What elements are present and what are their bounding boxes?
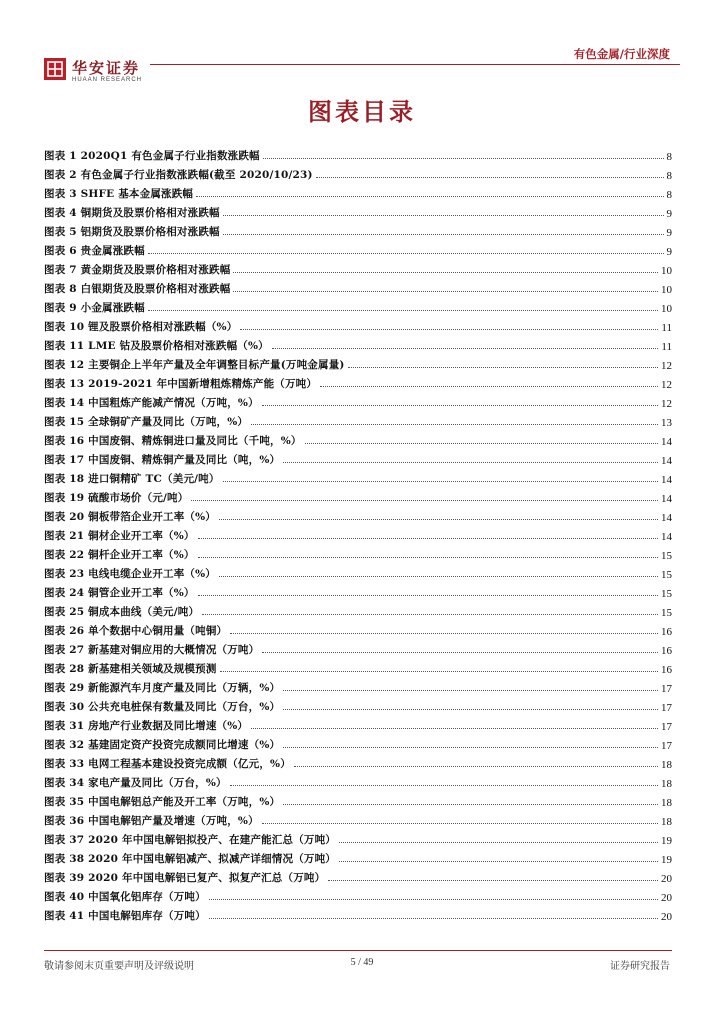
toc-leader-dots — [223, 215, 664, 216]
toc-entry[interactable] — [44, 562, 672, 581]
toc-entry-label[interactable]: 图表 12 主要铜企上半年产量及全年调整目标产量(万吨金属量) — [44, 359, 345, 371]
toc-leader-dots — [283, 709, 658, 710]
toc-entry-label[interactable]: 图表 24 铜管企业开工率（%） — [44, 587, 195, 599]
toc-entry-page[interactable]: 18 — [661, 778, 672, 790]
toc-entry-label[interactable]: 图表 27 新基建对铜应用的大概情况（万吨） — [44, 644, 260, 656]
toc-leader-dots — [198, 538, 658, 539]
toc-leader-dots — [328, 880, 658, 881]
toc-entry-page[interactable]: 11 — [661, 322, 672, 334]
toc-entry[interactable] — [44, 790, 672, 809]
toc-leader-dots — [230, 633, 658, 634]
toc-entry[interactable] — [44, 163, 672, 182]
toc-entry-label[interactable]: 图表 14 中国粗炼产能减产情况（万吨，%） — [44, 397, 259, 409]
toc-entry-label[interactable]: 图表 36 中国电解铝产量及增速（万吨，%） — [44, 815, 259, 827]
toc-entry[interactable] — [44, 448, 672, 467]
toc-entry[interactable] — [44, 296, 672, 315]
footer-divider — [44, 950, 672, 951]
toc-entry-label[interactable]: 图表 33 电网工程基本建设投资完成额（亿元，%） — [44, 758, 291, 770]
toc-entry-label[interactable]: 图表 16 中国废铜、精炼铜进口量及同比（千吨，%） — [44, 435, 302, 447]
toc-entry-label[interactable]: 图表 13 2019-2021 年中国新增粗炼精炼产能（万吨） — [44, 378, 318, 390]
toc-leader-dots — [220, 671, 658, 672]
toc-entry-page[interactable]: 14 — [661, 531, 672, 543]
toc-leader-dots — [262, 405, 658, 406]
toc-entry-label[interactable]: 图表 8 白银期货及股票价格相对涨跌幅 — [44, 283, 231, 295]
toc-leader-dots — [251, 424, 658, 425]
toc-leader-dots — [240, 329, 658, 330]
toc-entry-label[interactable]: 图表 39 2020 年中国电解铝已复产、拟复产汇总（万吨） — [44, 872, 326, 884]
header-divider — [150, 64, 680, 65]
toc-entry[interactable] — [44, 467, 672, 486]
toc-entry-label[interactable]: 图表 3 SHFE 基本金属涨跌幅 — [44, 188, 194, 200]
toc-leader-dots — [196, 196, 663, 197]
toc-entry[interactable] — [44, 904, 672, 923]
toc-entry-label[interactable]: 图表 41 中国电解铝库存（万吨） — [44, 910, 206, 922]
toc-entry[interactable] — [44, 543, 672, 562]
huaan-logo-icon — [44, 58, 66, 80]
toc-entry[interactable] — [44, 429, 672, 448]
toc-entry-label[interactable]: 图表 34 家电产量及同比（万台，%） — [44, 777, 227, 789]
toc-entry-label[interactable]: 图表 1 2020Q1 有色金属子行业指数涨跌幅 — [44, 150, 260, 162]
brand-name-cn: 华安证券 — [72, 59, 141, 77]
toc-entry[interactable] — [44, 619, 672, 638]
toc-entry[interactable] — [44, 239, 672, 258]
toc-entry-page[interactable]: 17 — [661, 683, 672, 695]
toc-entry-label[interactable]: 图表 21 铜材企业开工率（%） — [44, 530, 195, 542]
toc-entry[interactable] — [44, 733, 672, 752]
toc-entry[interactable] — [44, 581, 672, 600]
page-header — [0, 0, 724, 90]
toc-entry-page[interactable]: 16 — [661, 626, 672, 638]
report-category-tag: 有色金属/行业深度 — [573, 47, 670, 61]
toc-leader-dots — [251, 728, 658, 729]
toc-entry[interactable] — [44, 600, 672, 619]
toc-entry-label[interactable]: 图表 31 房地产行业数据及同比增速（%） — [44, 720, 249, 732]
toc-entry-page[interactable]: 13 — [661, 417, 672, 429]
toc-leader-dots — [223, 481, 658, 482]
toc-entry[interactable] — [44, 866, 672, 885]
toc-entry[interactable] — [44, 676, 672, 695]
footer-disclaimer: 敬请参阅末页重要声明及评级说明 — [44, 961, 194, 972]
toc-entry-label[interactable]: 图表 40 中国氧化铝库存（万吨） — [44, 891, 206, 903]
toc-leader-dots — [294, 766, 658, 767]
toc-entry-page[interactable]: 14 — [661, 455, 672, 467]
toc-entry-page[interactable]: 12 — [661, 398, 672, 410]
toc-leader-dots — [283, 690, 658, 691]
toc-entry[interactable] — [44, 486, 672, 505]
toc-leader-dots — [148, 253, 664, 254]
footer-report-type: 证券研究报告 — [610, 961, 670, 972]
toc-leader-dots — [219, 519, 658, 520]
toc-entry-label[interactable]: 图表 19 硫酸市场价（元/吨） — [44, 492, 189, 504]
toc-entry[interactable] — [44, 391, 672, 410]
toc-entry-page[interactable]: 18 — [661, 797, 672, 809]
toc-entry-page[interactable]: 10 — [661, 303, 672, 315]
toc-entry-label[interactable]: 图表 10 锂及股票价格相对涨跌幅（%） — [44, 321, 238, 333]
toc-entry-label[interactable]: 图表 38 2020 年中国电解铝减产、拟减产详细情况（万吨） — [44, 853, 337, 865]
toc-leader-dots — [263, 158, 664, 159]
toc-entry-page[interactable]: 9 — [666, 246, 672, 258]
toc-entry[interactable] — [44, 524, 672, 543]
toc-entry-page[interactable]: 15 — [661, 569, 672, 581]
page-title: 图表目录 — [308, 98, 416, 126]
toc-entry-label[interactable]: 图表 17 中国废铜、精炼铜产量及同比（吨，%） — [44, 454, 281, 466]
toc-entry[interactable] — [44, 505, 672, 524]
toc-entry[interactable] — [44, 885, 672, 904]
toc-entry-label[interactable]: 图表 32 基建固定资产投资完成额同比增速（%） — [44, 739, 281, 751]
toc-entry-label[interactable]: 图表 30 公共充电桩保有数量及同比（万台，%） — [44, 701, 281, 713]
toc-leader-dots — [202, 614, 658, 615]
toc-entry-page[interactable]: 16 — [661, 664, 672, 676]
toc-entry-page[interactable]: 14 — [661, 493, 672, 505]
toc-entry-page[interactable]: 8 — [666, 189, 672, 201]
toc-leader-dots — [198, 557, 658, 558]
toc-entry[interactable] — [44, 182, 672, 201]
toc-leader-dots — [316, 177, 664, 178]
toc-entry-page[interactable]: 9 — [666, 208, 672, 220]
toc-entry-page[interactable]: 10 — [661, 265, 672, 277]
toc-entry[interactable] — [44, 771, 672, 790]
toc-entry-page[interactable]: 14 — [661, 474, 672, 486]
toc-entry[interactable] — [44, 220, 672, 239]
toc-entry[interactable] — [44, 315, 672, 334]
toc-entry-label[interactable]: 图表 22 铜杆企业开工率（%） — [44, 549, 195, 561]
toc-entry-page[interactable]: 8 — [666, 151, 672, 163]
toc-entry[interactable] — [44, 410, 672, 429]
toc-leader-dots — [320, 386, 658, 387]
toc-entry[interactable] — [44, 809, 672, 828]
toc-entry-page[interactable]: 14 — [661, 512, 672, 524]
toc-entry-page[interactable]: 8 — [666, 170, 672, 182]
toc-entry-page[interactable]: 11 — [661, 341, 672, 353]
toc-entry-page[interactable]: 17 — [661, 740, 672, 752]
toc-entry-page[interactable]: 17 — [661, 721, 672, 733]
toc-entry-label[interactable]: 图表 7 黄金期货及股票价格相对涨跌幅 — [44, 264, 231, 276]
toc-entry-page[interactable]: 20 — [661, 892, 672, 904]
toc-entry-label[interactable]: 图表 9 小金属涨跌幅 — [44, 302, 145, 314]
toc-entry-page[interactable]: 20 — [661, 911, 672, 923]
toc-entry-page[interactable]: 18 — [661, 759, 672, 771]
toc-leader-dots — [283, 747, 658, 748]
toc-entry-page[interactable]: 9 — [666, 227, 672, 239]
toc-entry[interactable] — [44, 638, 672, 657]
toc-leader-dots — [219, 576, 658, 577]
toc-entry-page[interactable]: 20 — [661, 873, 672, 885]
toc-entry-page[interactable]: 19 — [661, 854, 672, 866]
toc-entry-page[interactable]: 16 — [661, 645, 672, 657]
toc-entry[interactable] — [44, 277, 672, 296]
toc-entry-label[interactable]: 图表 4 铜期货及股票价格相对涨跌幅 — [44, 207, 220, 219]
toc-entry[interactable] — [44, 752, 672, 771]
toc-leader-dots — [191, 500, 658, 501]
toc-leader-dots — [305, 443, 658, 444]
toc-entry-page[interactable]: 15 — [661, 550, 672, 562]
toc-entry-page[interactable]: 12 — [661, 360, 672, 372]
toc-entry[interactable] — [44, 714, 672, 733]
toc-entry-label[interactable]: 图表 15 全球铜矿产量及同比（万吨，%） — [44, 416, 249, 428]
table-of-figures — [44, 144, 672, 923]
toc-entry[interactable] — [44, 201, 672, 220]
toc-entry[interactable] — [44, 372, 672, 391]
toc-entry-label[interactable]: 图表 2 有色金属子行业指数涨跌幅(截至 2020/10/23) — [44, 169, 313, 181]
toc-entry-label[interactable]: 图表 35 中国电解铝总产能及开工率（万吨，%） — [44, 796, 281, 808]
toc-leader-dots — [198, 595, 658, 596]
toc-entry[interactable] — [44, 828, 672, 847]
toc-entry-label[interactable]: 图表 28 新基建相关领域及规模预测 — [44, 663, 217, 675]
toc-leader-dots — [339, 842, 658, 843]
toc-entry[interactable] — [44, 144, 672, 163]
toc-entry-label[interactable]: 图表 23 电线电缆企业开工率（%） — [44, 568, 216, 580]
toc-entry[interactable] — [44, 258, 672, 277]
footer-page-number: 5 / 49 — [350, 957, 374, 968]
toc-leader-dots — [223, 234, 664, 235]
toc-entry[interactable] — [44, 657, 672, 676]
toc-entry-label[interactable]: 图表 5 铝期货及股票价格相对涨跌幅 — [44, 226, 220, 238]
toc-entry-label[interactable]: 图表 11 LME 钴及股票价格相对涨跌幅（%） — [44, 340, 269, 352]
toc-leader-dots — [272, 348, 659, 349]
toc-entry-page[interactable]: 10 — [661, 284, 672, 296]
toc-leader-dots — [283, 462, 658, 463]
toc-leader-dots — [209, 918, 658, 919]
toc-entry-label[interactable]: 图表 6 贵金属涨跌幅 — [44, 245, 145, 257]
toc-entry-label[interactable]: 图表 20 铜板带箔企业开工率（%） — [44, 511, 216, 523]
toc-leader-dots — [262, 823, 658, 824]
toc-entry-page[interactable]: 19 — [661, 835, 672, 847]
toc-entry-page[interactable]: 15 — [661, 588, 672, 600]
brand-name-en: HUAAN RESEARCH — [72, 77, 143, 83]
toc-leader-dots — [230, 785, 658, 786]
toc-entry-label[interactable]: 图表 37 2020 年中国电解铝拟投产、在建产能汇总（万吨） — [44, 834, 337, 846]
toc-entry[interactable] — [44, 334, 672, 353]
toc-entry-label[interactable]: 图表 29 新能源汽车月度产量及同比（万辆，%） — [44, 682, 281, 694]
toc-leader-dots — [209, 899, 658, 900]
toc-entry[interactable] — [44, 847, 672, 866]
toc-entry-page[interactable]: 17 — [661, 702, 672, 714]
toc-entry-page[interactable]: 14 — [661, 436, 672, 448]
toc-entry-page[interactable]: 12 — [661, 379, 672, 391]
toc-leader-dots — [348, 367, 658, 368]
toc-entry[interactable] — [44, 695, 672, 714]
toc-entry-label[interactable]: 图表 25 铜成本曲线（美元/吨） — [44, 606, 200, 618]
toc-leader-dots — [233, 291, 658, 292]
toc-leader-dots — [233, 272, 658, 273]
toc-entry-page[interactable]: 15 — [661, 607, 672, 619]
toc-entry-label[interactable]: 图表 18 进口铜精矿 TC（美元/吨） — [44, 473, 220, 485]
toc-leader-dots — [148, 310, 658, 311]
toc-entry[interactable] — [44, 353, 672, 372]
toc-leader-dots — [283, 804, 658, 805]
toc-leader-dots — [339, 861, 658, 862]
toc-entry-page[interactable]: 18 — [661, 816, 672, 828]
toc-entry-label[interactable]: 图表 26 单个数据中心铜用量（吨铜） — [44, 625, 228, 637]
toc-leader-dots — [262, 652, 658, 653]
